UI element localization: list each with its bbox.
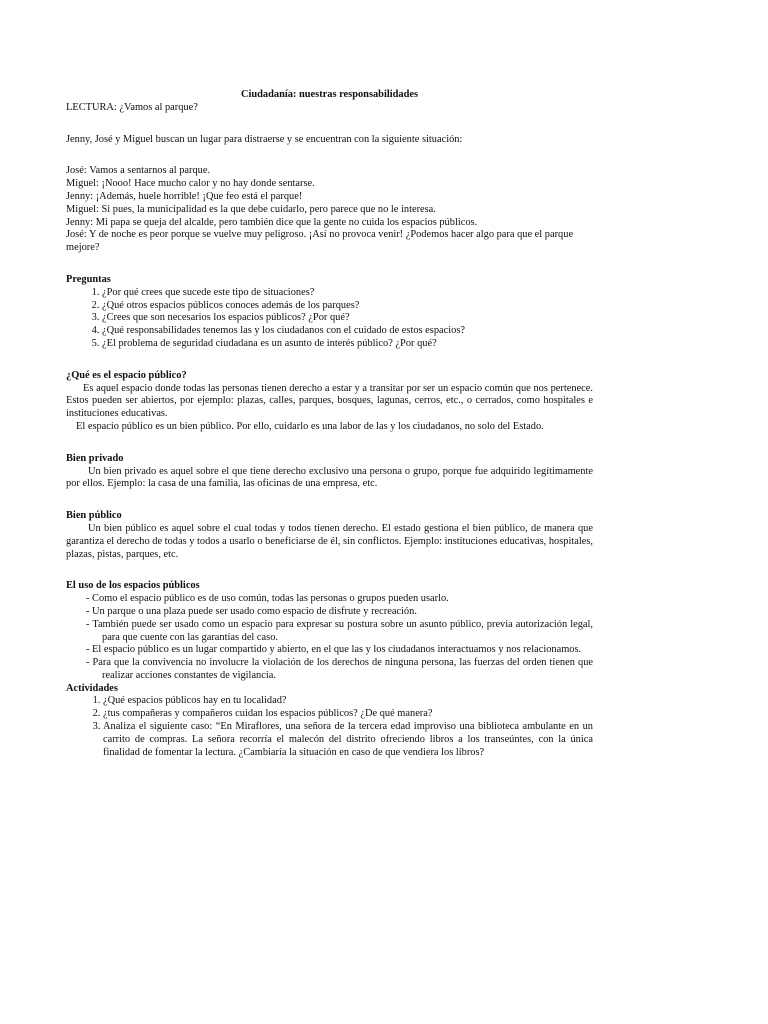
list-item: - El espacio público es un lugar compartido y abierto, en el que las y los ciudadanos interactuamos y nos relacionamos. — [86, 644, 582, 656]
list-item: - Un parque o una plaza puede ser usado como espacio de disfrute y recreación. — [86, 605, 417, 617]
intro-paragraph: Jenny, José y Miguel buscan un lugar para distraerse y se encuentran con la siguiente situación: — [66, 133, 463, 145]
list-item: 2. ¿tus compañeras y compañeros cuidan los espacios públicos? ¿De qué manera? — [103, 708, 593, 721]
espacio-publico-paragraph-1: Es aquel espacio donde todas las personas tienen derecho a estar y a transitar por ser un espacio común que nos pertenece. Estos pueden ser abiertos, por ejemplo: plazas, calles, parques, bosques, lagunas, cerros, etc., o cerrados, como hospitales e instituciones educativas. — [66, 382, 593, 420]
list-item: 3. Analiza el siguiente caso: “En Miraflores, una señora de la tercera edad improviso una biblioteca ambulante en un carrito de compras. La señora recorría el malecón del distrito ofreciendo libros a los transeúntes, con la única finalidad de fomentar la lectura. ¿Cambiaría la situación en caso de que vendiera los libros? — [103, 721, 593, 759]
list-item: - Para que la convivencia no involucre la violación de los derechos de ninguna persona, las fuerzas del orden tienen que realizar acciones constantes de vigilancia. — [86, 657, 593, 681]
list-item: 4. ¿Qué responsabilidades tenemos las y los ciudadanos con el cuidado de estos espacios? — [102, 325, 593, 338]
bien-privado-heading: Bien privado — [66, 452, 124, 464]
list-item: 5. ¿El problema de seguridad ciudadana es un asunto de interés público? ¿Por qué? — [102, 338, 593, 351]
dialogue-line: José: Vamos a sentarnos al parque. — [66, 165, 211, 177]
dialogue-line: José: Y de noche es peor porque se vuelve muy peligroso. ¡Así no provoca venir! ¿Podemos hacer algo para que el parque mejore? — [66, 229, 574, 254]
list-item: 1. ¿Por qué crees que sucede este tipo de situaciones? — [102, 287, 593, 300]
espacio-publico-paragraph-2: El espacio público es un bien público. Por ello, cuidarlo es una labor de las y los ciudadanos, no solo del Estado. — [76, 420, 544, 432]
uso-list — [66, 593, 593, 683]
uso-heading: El uso de los espacios públicos — [66, 580, 200, 592]
list-item: 1. ¿Qué espacios públicos hay en tu localidad? — [103, 695, 593, 708]
document-content — [66, 89, 593, 759]
list-item: - También puede ser usado como un espacio para expresar su postura sobre un asunto público, previa autorización legal, para que cuente con las garantías del caso. — [86, 618, 593, 643]
dialogue-line: Jenny: Mi papa se queja del alcalde, pero también dice que la gente no cuida los espacios públicos. — [66, 216, 478, 228]
dialogue-line: Miguel: Si pues, la municipalidad es la que debe cuidarlo, pero parece que no le interesa. — [66, 203, 436, 215]
dialogue — [66, 165, 593, 255]
actividades-heading: Actividades — [66, 682, 118, 694]
list-item: - Como el espacio público es de uso común, todas las personas o grupos pueden usarlo. — [86, 593, 449, 605]
dialogue-line: Jenny: ¡Además, huele horrible! ¡Que feo está el parque! — [66, 190, 303, 202]
list-item: 3. ¿Crees que son necesarios los espacios públicos? ¿Por qué? — [102, 312, 593, 325]
bien-privado-paragraph: Un bien privado es aquel sobre el que tiene derecho exclusivo una persona o grupo, porque fue adquirido legítimamente por ellos. Ejemplo: la casa de una familia, las oficinas de una empresa, etc. — [66, 465, 593, 490]
preguntas-list — [66, 287, 593, 351]
lectura-title: LECTURA: ¿Vamos al parque? — [66, 101, 198, 113]
dialogue-line: Miguel: ¡Nooo! Hace mucho calor y no hay donde sentarse. — [66, 178, 315, 190]
preguntas-heading: Preguntas — [66, 273, 111, 285]
bien-publico-heading: Bien público — [66, 510, 122, 522]
document-title: Ciudadanía: nuestras responsabilidades — [240, 89, 419, 100]
espacio-publico-heading: ¿Qué es el espacio público? — [66, 369, 187, 381]
list-item: 2. ¿Qué otros espacios públicos conoces además de los parques? — [102, 300, 593, 313]
actividades-list — [66, 695, 593, 759]
bien-publico-paragraph: Un bien público es aquel sobre el cual todas y todos tienen derecho. El estado gestiona el bien público, de manera que garantiza el derecho de todas y todos a usarlo o beneficiarse de él, sin conflictos. Ejemplo: instituciones educativas, hospitales, plazas, pistas, parques, etc. — [66, 522, 593, 560]
